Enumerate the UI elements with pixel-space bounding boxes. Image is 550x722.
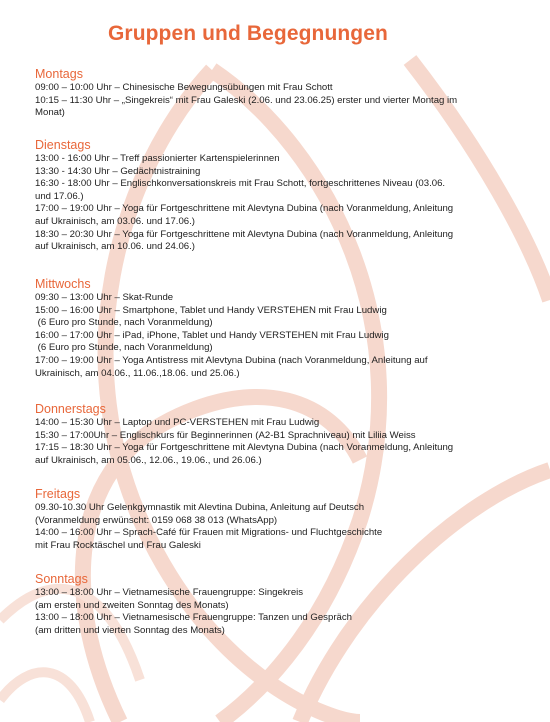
day-heading: Montags <box>35 67 83 81</box>
page-title: Gruppen und Begegnungen <box>108 22 388 45</box>
schedule-line: 13:00 – 18:00 Uhr – Vietnamesische Frauengruppe: Singekreis <box>35 587 304 598</box>
day-heading: Dienstags <box>35 138 91 152</box>
schedule-line: 10:15 – 11:30 Uhr – „Singekreis“ mit Frau Galeski (2.06. und 23.06.25) erster und vierter Montag im <box>35 94 458 106</box>
schedule-line: 13:00 – 18:00 Uhr – Vietnamesische Frauengruppe: Tanzen und Gespräch <box>35 612 352 624</box>
schedule-line: mit Frau Rocktäschel und Frau Galeski <box>35 539 201 551</box>
schedule-line: auf Ukrainisch, am 05.06., 12.06., 19.06., und 26.06.) <box>35 454 262 466</box>
schedule-line: (6 Euro pro Stunde, nach Voranmeldung) <box>35 342 213 354</box>
schedule-line: 16:00 – 17:00 Uhr – iPad, iPhone, Tablet und Handy VERSTEHEN mit Frau Ludwig <box>35 329 389 341</box>
day-heading: Freitags <box>35 487 81 501</box>
section-donnerstags <box>35 402 515 467</box>
schedule-line: 09:30 – 13:00 Uhr – Skat-Runde <box>35 292 174 303</box>
schedule-line: (Voranmeldung erwünscht: 0159 068 38 013 (WhatsApp) <box>35 514 278 526</box>
schedule-line: (6 Euro pro Stunde, nach Voranmeldung) <box>35 317 213 329</box>
schedule-line: 09:00 – 10:00 Uhr – Chinesische Bewegungsübungen mit Frau Schott <box>35 82 333 93</box>
day-heading: Sonntags <box>35 572 88 586</box>
section-dienstags <box>35 138 515 254</box>
schedule-line: 17:00 – 19:00 Uhr – Yoga Antistress mit Alevtyna Dubina (nach Voranmeldung, Anleitung auf <box>35 354 428 366</box>
schedule-line: auf Ukrainisch, am 10.06. und 24.06.) <box>35 241 195 253</box>
schedule-line: 13:30 - 14:30 Uhr – Gedächtnistraining <box>35 165 201 177</box>
schedule-line: 17:00 – 19:00 Uhr – Yoga für Fortgeschrittene mit Alevtyna Dubina (nach Voranmeldung, Anleitung <box>35 203 454 215</box>
section-montags <box>35 67 515 120</box>
schedule-line: 13:00 - 16:00 Uhr – Treff passionierter Kartenspielerinnen <box>35 153 280 164</box>
schedule-line: Monat) <box>35 107 65 119</box>
schedule-line: 16:30 - 18:00 Uhr – Englischkonversationskreis mit Frau Schott, fortgeschrittenes Niveau (03.06. <box>35 178 446 190</box>
schedule-line: auf Ukrainisch, am 03.06. und 17.06.) <box>35 215 195 227</box>
schedule-line: 15:00 – 16:00 Uhr – Smartphone, Tablet und Handy VERSTEHEN mit Frau Ludwig <box>35 304 387 316</box>
schedule-line: 17:15 – 18:30 Uhr – Yoga für Fortgeschrittene mit Alevtyna Dubina (nach Voranmeldung, Anleitung <box>35 442 454 454</box>
section-mittwochs <box>35 277 515 380</box>
schedule-line: 15:30 – 17:00Uhr – Englischkurs für Beginnerinnen (A2-B1 Sprachniveau) mit Liliia Weiss <box>35 429 416 441</box>
schedule-line: (am ersten und zweiten Sonntag des Monats) <box>35 599 229 611</box>
schedule-line: (am dritten und vierten Sonntag des Monats) <box>35 624 225 636</box>
schedule-line: und 17.06.) <box>35 190 84 202</box>
day-heading: Mittwochs <box>35 277 91 291</box>
schedule-line: 18:30 – 20:30 Uhr – Yoga für Fortgeschrittene mit Alevtyna Dubina (nach Voranmeldung, Anleitung <box>35 228 454 240</box>
section-freitags <box>35 487 515 552</box>
schedule-line: 14:00 – 16:00 Uhr – Sprach-Café für Frauen mit Migrations- und Fluchtgeschichte <box>35 527 383 539</box>
schedule-line: Ukrainisch, am 04.06., 11.06.,18.06. und 25.06.) <box>35 367 240 379</box>
schedule-line: 09.30-10.30 Uhr Gelenkgymnastik mit Alevtina Dubina, Anleitung auf Deutsch <box>35 502 365 513</box>
day-heading: Donnerstags <box>35 402 106 416</box>
section-sonntags <box>35 572 515 637</box>
schedule-line: 14:00 – 15:30 Uhr – Laptop und PC-VERSTEHEN mit Frau Ludwig <box>35 417 320 428</box>
